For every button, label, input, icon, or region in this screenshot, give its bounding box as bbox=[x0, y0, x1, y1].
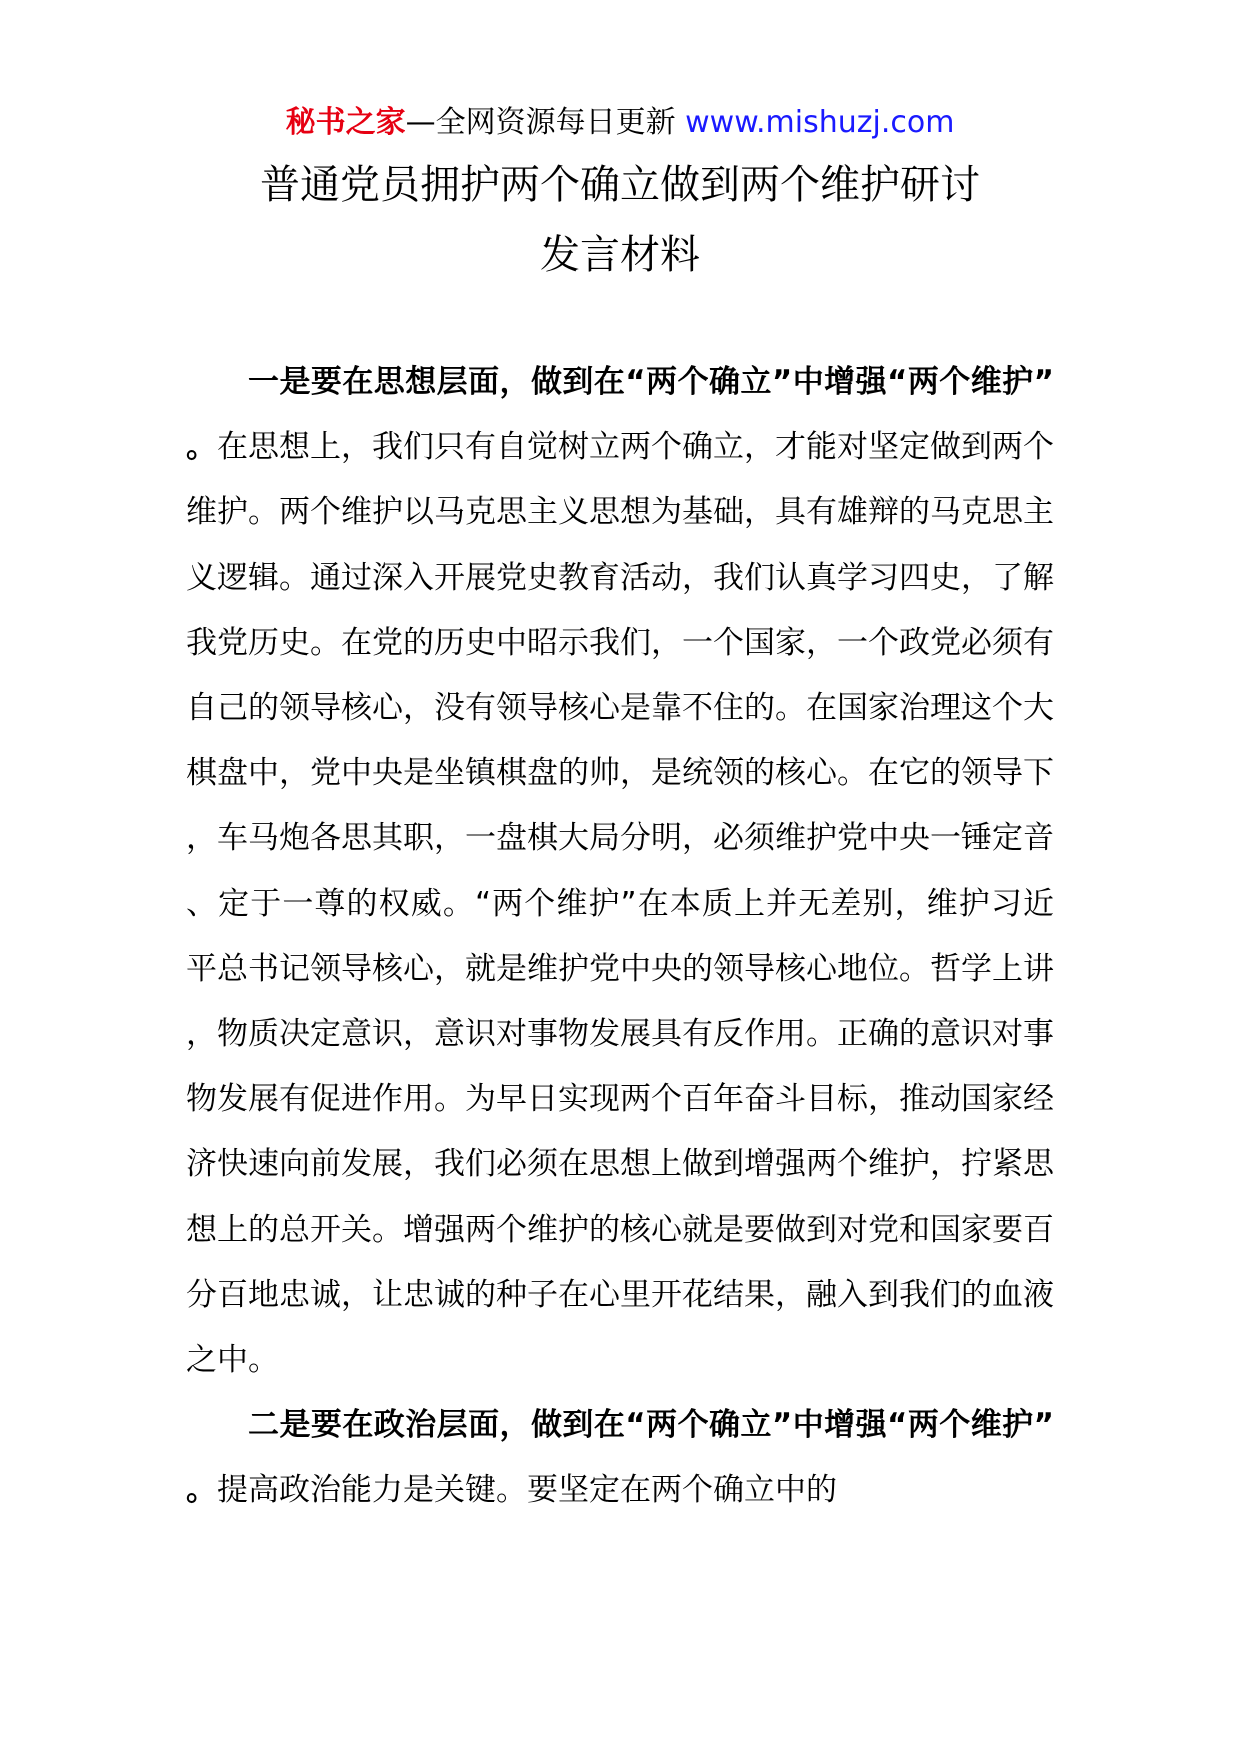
document-title bbox=[0, 150, 1240, 290]
body-paragraph-2 bbox=[186, 1393, 1054, 1523]
site-tagline: —全网资源每日更新 bbox=[405, 105, 676, 140]
site-url-link[interactable]: www.mishuzj.com bbox=[685, 105, 955, 140]
paragraph-lead: 二是要在政治层面，做到在“两个确立”中增强“两个维护”。 bbox=[186, 1407, 1054, 1509]
body-paragraph-1 bbox=[186, 350, 1054, 1393]
site-header bbox=[0, 100, 1240, 146]
paragraph-text: 提高政治能力是关键。要坚定在两个确立中的 bbox=[217, 1472, 837, 1509]
brand-name: 秘书之家 bbox=[285, 105, 406, 140]
document-body bbox=[186, 350, 1054, 1524]
title-line-1: 普通党员拥护两个确立做到两个维护研讨 bbox=[260, 162, 980, 208]
paragraph-lead: 一是要在思想层面，做到在“两个确立”中增强“两个维护”。 bbox=[186, 364, 1054, 466]
title-line-2: 发言材料 bbox=[540, 232, 700, 278]
paragraph-text: 在思想上，我们只有自觉树立两个确立，才能对坚定做到两个维护。两个维护以马克思主义思想为基础，具有雄辩的马克思主义逻辑。通过深入开展党史教育活动，我们认真学习四史，了解我党历史。在党的历史中昭示我们，一个国家，一个政党必须有自己的领导核心，没有领导核心是靠不住的。在国家治理这个大棋盘中，党中央是坐镇棋盘的帅，是统领的核心。在它的领导下，车马炮各思其职，一盘棋大局分明，必须维护党中央一锤定音、定于一尊的权威。“两个维护”在本质上并无差别，维护习近平总书记领导核心，就是维护党中央的领导核心地位。哲学上讲，物质决定意识，意识对事物发展具有反作用。正确的意识对事物发展有促进作用。为早日实现两个百年奋斗目标，推动国家经济快速向前发展，我们必须在思想上做到增强两个维护，拧紧思想上的总开关。增强两个维护的核心就是要做到对党和国家要百分百地忠诚，让忠诚的种子在心里开花结果，融入到我们的血液之中。 bbox=[186, 429, 1054, 1379]
